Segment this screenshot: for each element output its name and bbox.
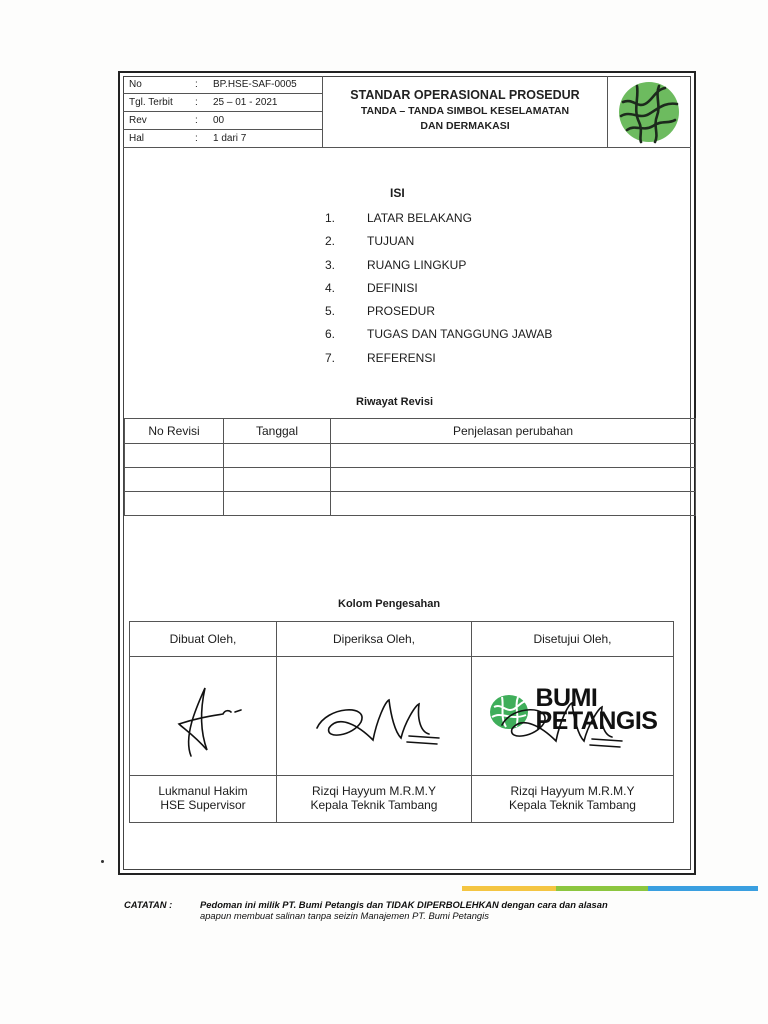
revision-history-table [124,418,696,516]
signature-image [299,666,449,766]
signer-role: Kepala Teknik Tambang [472,798,674,823]
scan-speck [101,860,104,863]
company-logo-icon [615,80,683,144]
document-title [323,87,607,134]
document-meta-table [123,76,322,147]
toc-number: 3. [325,257,336,272]
column-header: Disetujui Oleh, [472,622,674,657]
toc-number: 2. [325,234,336,249]
table-row [125,492,696,516]
toc-label: REFERENSI [367,350,436,365]
footer-note-line-2: apapun membuat salinan tanpa seizin Manajemen PT. Bumi Petangis [200,910,489,921]
signer-name: Rizqi Hayyum M.R.M.Y [277,776,472,799]
signature-cell [130,657,277,776]
signature-image [496,695,646,755]
document-page [118,71,696,875]
toc-label: TUJUAN [367,234,415,249]
toc-number: 5. [325,304,336,319]
title-line-1: STANDAR OPERASIONAL PROSEDUR [350,88,580,102]
revision-history-heading: Riwayat Revisi [356,396,434,408]
footer-bar-yellow [462,886,556,891]
column-header: Tanggal [224,419,331,444]
signature-cell [277,657,472,776]
table-cell [331,492,696,516]
table-row [125,468,696,492]
toc-number: 4. [325,280,336,295]
toc-item [325,280,552,303]
signature-row [130,657,674,776]
contents-heading: ISI [390,186,405,200]
signature-image [153,666,253,766]
header-divider [607,76,608,147]
approval-table [129,621,674,823]
toc-label: TUGAS DAN TANGGUNG JAWAB [367,327,553,342]
toc-item [325,350,552,373]
signer-role: Kepala Teknik Tambang [277,798,472,823]
footer-note-label: CATATAN : [124,899,173,910]
signer-name: Rizqi Hayyum M.R.M.Y [472,776,674,799]
footer-note-text: Pedoman ini milik PT. Bumi Petangis dan TIDAK DIPERBOLEHKAN dengan cara dan alasan [200,899,608,910]
toc-item [325,233,552,256]
table-of-contents [325,210,552,373]
meta-value: BP.HSE-SAF-0005 [213,79,297,90]
meta-key: Tgl. Terbit [129,97,173,108]
toc-label: PROSEDUR [367,304,436,319]
header-bottom-rule [123,147,691,148]
meta-value: 25 – 01 - 2021 [213,97,278,108]
toc-item [325,303,552,326]
meta-row-date [123,94,322,112]
toc-number: 6. [325,327,336,342]
column-header: Penjelasan perubahan [331,419,696,444]
signer-name: Lukmanul Hakim [130,776,277,799]
table-row [125,444,696,468]
table-cell [125,468,224,492]
footer-bar-blue [648,886,758,891]
meta-key: Rev [129,115,147,126]
table-cell [331,444,696,468]
toc-item [325,210,552,233]
footer-note [124,899,608,921]
table-header-row [125,419,696,444]
signer-role-row [130,798,674,823]
toc-number: 1. [325,211,336,225]
stamp-line-1: BUMI [535,684,598,712]
meta-row-revision [123,112,322,130]
meta-row-number [123,76,322,94]
title-line-2: TANDA – TANDA SIMBOL KESELAMATAN [360,105,570,117]
company-stamp [476,657,670,775]
toc-label: RUANG LINGKUP [367,257,467,272]
meta-colon: : [195,79,198,90]
toc-item [325,326,552,349]
table-cell [224,492,331,516]
column-header: No Revisi [125,419,224,444]
signature-cell [472,657,674,776]
signer-name-row [130,776,674,799]
meta-value: 1 dari 7 [213,133,247,144]
approval-header-row [130,622,674,657]
footer-color-bar [462,886,758,891]
table-cell [224,468,331,492]
meta-key: Hal [129,133,145,144]
meta-value: 00 [213,115,225,126]
table-cell [125,492,224,516]
meta-colon: : [195,133,198,144]
table-cell [125,444,224,468]
toc-item [325,257,552,280]
approval-heading: Kolom Pengesahan [338,598,441,610]
table-cell [224,444,331,468]
meta-row-page [123,130,322,147]
toc-label: LATAR BELAKANG [367,211,472,225]
meta-colon: : [195,97,198,108]
column-header: Diperiksa Oleh, [277,622,472,657]
title-line-3: DAN DERMAKASI [420,120,510,132]
signer-role: HSE Supervisor [130,798,277,823]
column-header: Dibuat Oleh, [130,622,277,657]
toc-number: 7. [325,350,336,365]
footer-bar-green [556,886,648,891]
table-cell [331,468,696,492]
meta-colon: : [195,115,198,126]
footer-note-line-1 [124,899,608,910]
stamp-line-2: PETANGIS [535,707,658,735]
meta-key: No [129,79,142,90]
toc-label: DEFINISI [367,280,418,295]
